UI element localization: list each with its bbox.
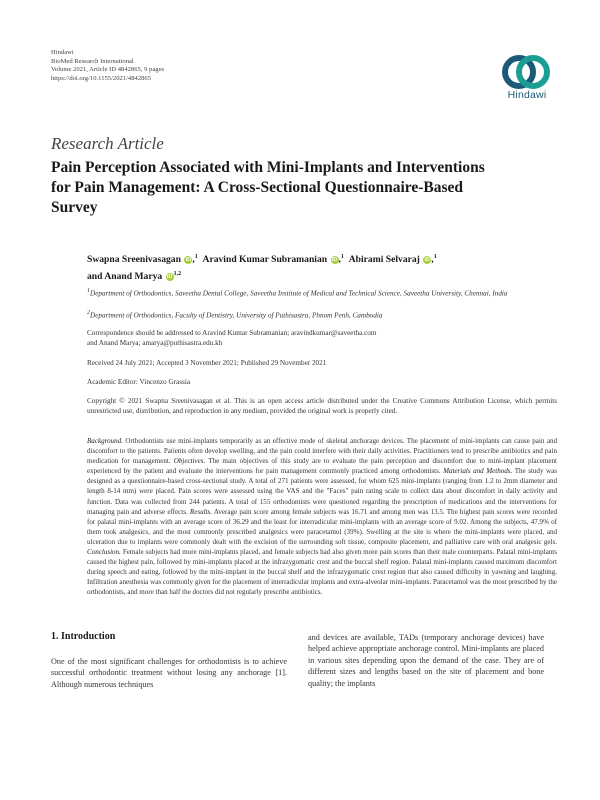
correspondence	[87, 328, 557, 348]
author-name[interactable]: Aravind Kumar Subramanian	[202, 254, 328, 266]
affiliation-number: 2	[87, 310, 90, 316]
orcid-icon[interactable]: iD	[185, 257, 192, 264]
publisher-name: Hindawi	[51, 49, 74, 56]
academic-editor: Academic Editor: Vincenzo Grassia	[87, 378, 191, 386]
abstract-text: Orthodontists use mini-implants temporarily as an effective mode of skeletal anchorage devices. The placement of mini-implants can cause pain and discomfort to the patients. Patients often develop swelling, and the pain could interfere with their daily activities. Practitioners tend to prescribe antibiotics and pain medication for management.	[87, 437, 557, 466]
abstract-text: The study was designed as a questionnaire-based cross-sectional study. A total of 271 patients were assessed, for whom 625 mini-implants (ranging from 1.2 to 2mm diameter and length 8-14 mm) were placed. Pain scores were assessed using the VAS and the "Faces" pain rating scale to collect data about discomfort in daily activity and function. Data was collected from 244 patients. A total of 155 orthodontists were questioned regarding the prescription of medications and the interventions for managing pain and adverse effects.	[87, 467, 557, 516]
author-name[interactable]: Abirami Selvaraj	[348, 254, 420, 266]
abstract-label: Results.	[189, 507, 213, 516]
abstract-label: Materials and Methods.	[443, 467, 513, 476]
abstract	[87, 436, 557, 598]
affiliation-1	[87, 286, 557, 298]
orcid-icon[interactable]: iD	[424, 257, 431, 264]
copyright-notice: Copyright © 2021 Swapna Sreenivasagan et al. This is an open access article distributed under the Creative Commons Attribution License, which permits unrestricted use, distribution, and reproduction in any medium, provided the original work is properly cited.	[87, 397, 557, 415]
author-affiliation-ref: 1	[340, 254, 344, 260]
orcid-icon[interactable]: iD	[331, 257, 338, 264]
abstract-text: Female subjects had more mini-implants placed, and female subjects had also given more pain scores than their male counterparts. Palatal mini-implants caused the highest pain, followed by mini-implants placed at the infrazygomatic crest and the buccal shelf region. Palatal mini-implants caused maximum discomfort during speech and eating, followed by the mini-implant in the buccal shelf and the infrazygomatic crest region that also caused difficulty in yawning and laughing. Infiltration anesthesia was commonly given for the placement of interradicular implants and extra-alveolar mini-implants. Paracetamol was the most prescribed by the orthodontists, and more than half the doctors did not regularly prescribe antibiotics.	[87, 548, 557, 597]
abstract-label: Conclusion.	[87, 548, 121, 557]
affiliation-text: Department of Orthodontics, Saveetha Dental College, Saveetha Institute of Medical and Technical Science, Saveetha University, Chennai, India	[90, 289, 508, 298]
dates: Received 24 July 2021; Accepted 3 November 2021; Published 29 November 2021	[87, 359, 327, 367]
doi-link[interactable]: https://doi.org/10.1155/2021/4842865	[51, 74, 152, 82]
abstract-text: The main objectives of this study are to evaluate the pain perception and discomfort due to mini-implant placement experienced by the patient and evaluate the interventions for pain management commonly practiced among orthodontists.	[87, 457, 558, 476]
volume-info: Volume 2021, Article ID 4842865, 9 pages	[51, 66, 165, 74]
author-name[interactable]: and Anand Marya	[87, 271, 163, 283]
journal-name: BioMed Research International	[51, 57, 134, 65]
hindawi-logo-text: Hindawi	[507, 89, 547, 101]
abstract-text: Average pain score among female subjects was 16.71 and among men was 13.5. The highest pain scores were recorded for palatal mini-implants with an average score of 36.29 and the least for interradicular mini-implants with an average score of 9.02. Among the subjects, 47.9% of them took analgesics, and the most commonly prescribed analgesics were paracetamol (39%). Swelling at the site is where the mini-implants were placed, and ulceration due to implants were commonly dealt with the excision of the surrounding soft tissue, composite placement, and palliative care with oral analgesic gels.	[87, 507, 558, 546]
body-column-right: and devices are available, TADs (temporary anchorage devices) have helped achieve appropriate anchorage control. Mini-implants are placed in various sites depending upon the demand of the case. They are of different sizes and lengths based on the site of placement and bone quality; the implants	[308, 633, 544, 688]
body-column-left: One of the most significant challenges for orthodontists is to achieve successful orthodontic treatment without losing any anchorage [1]. Although numerous techniques	[51, 657, 287, 689]
abstract-label: Objectives.	[173, 457, 206, 466]
correspondence-line: and Anand Marya; amarya@puthisastra.edu.kh	[87, 339, 223, 347]
journal-header	[51, 49, 164, 83]
affiliation-number: 1	[87, 288, 90, 294]
article-type: Research Article	[51, 134, 164, 153]
author-affiliation-ref: 1,2	[173, 271, 182, 278]
author-affiliation-ref: 1	[194, 254, 198, 260]
author-name[interactable]: Swapna Sreenivasagan	[87, 254, 181, 266]
orcid-icon[interactable]: iD	[166, 274, 173, 281]
abstract-label: Background.	[87, 437, 123, 445]
affiliation-text: Department of Orthodontics, Faculty of Dentistry, University of Puthisastra, Phnom Penh, Cambodia	[90, 311, 383, 320]
author-affiliation-ref: 1	[433, 254, 437, 260]
correspondence-line: Correspondence should be addressed to Aravind Kumar Subramanian; aravindkumar@saveetha.com	[87, 329, 377, 337]
author-list: Swapna Sreenivasagan iD,$^1$ Aravind Kumar Subramanian iD,$^1$ Abirami Selvaraj iD,$^1$ and Anand Marya iD$^{1,2}$	[87, 254, 437, 283]
section-heading: 1. Introduction	[51, 631, 116, 642]
affiliation-2	[87, 308, 557, 320]
article-title: Pain Perception Associated with Mini-Implants and Interventions for Pain Management: A Cross-Sectional Questionnaire-Based Survey	[51, 159, 485, 216]
